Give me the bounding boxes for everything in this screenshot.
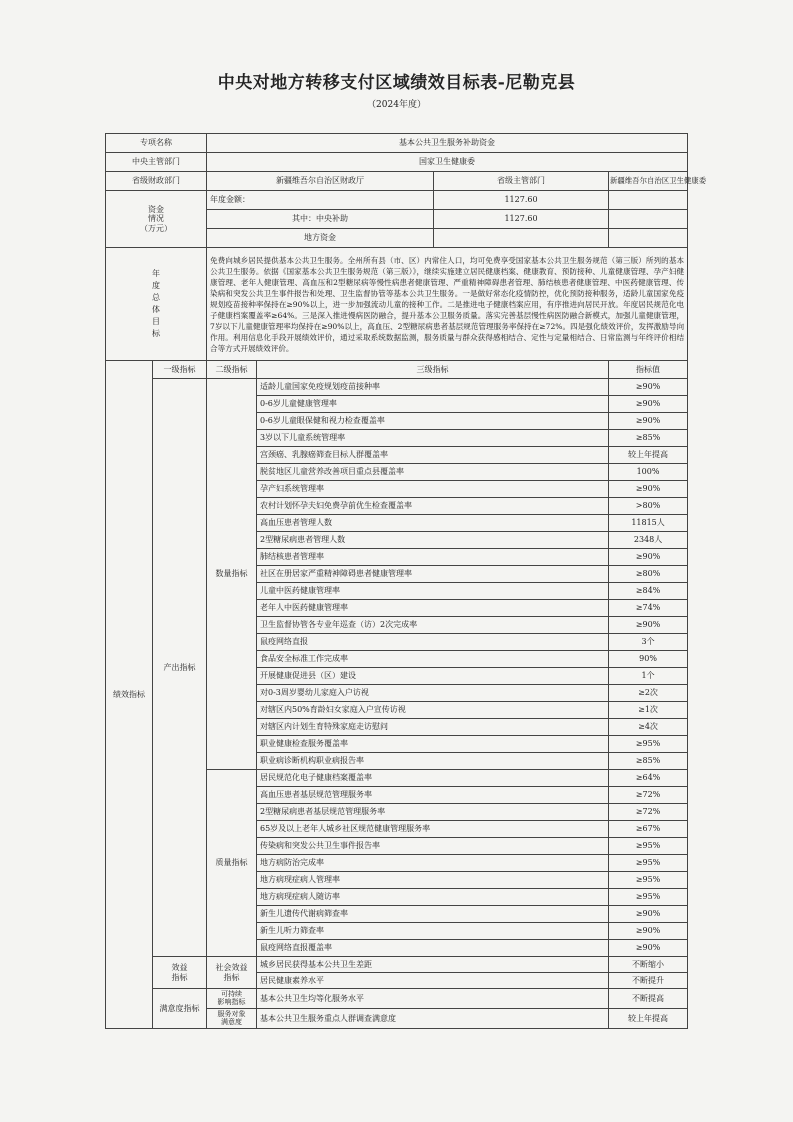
quality-indicator-value: ≥90% — [609, 923, 688, 940]
quantity-indicator-value: 100% — [609, 464, 688, 481]
quantity-indicator-value: >80% — [609, 498, 688, 515]
quantity-indicator-value: ≥90% — [609, 481, 688, 498]
quantity-indicator-value: ≥2次 — [609, 685, 688, 702]
quantity-indicator-name: 2型糖尿病患者管理人数 — [257, 532, 609, 549]
funds-label-line1: 资金 — [148, 205, 164, 215]
quality-indicator-value: ≥95% — [609, 889, 688, 906]
quantity-indicator-name: 0-6岁儿童健康管理率 — [257, 396, 609, 413]
quantity-indicator-name: 脱贫地区儿童营养改善项目重点县覆盖率 — [257, 464, 609, 481]
table-row — [106, 957, 688, 973]
benefit-label-line2: 指标 — [171, 972, 188, 982]
social-label-line1: 社会效益 — [215, 963, 248, 973]
sustain-label-line1: 可持续 — [221, 989, 242, 998]
quantity-indicator-value: 2348人 — [609, 532, 688, 549]
header-level1: 一级指标 — [153, 361, 207, 379]
quantity-indicator-value: ≥90% — [609, 549, 688, 566]
quantity-indicator-value: ≥90% — [609, 396, 688, 413]
quantity-indicator-name: 儿童中医药健康管理率 — [257, 583, 609, 600]
svc-label-line1: 服务对象 — [217, 1009, 246, 1018]
funds-label — [106, 191, 207, 248]
quality-indicator-name: 高血压患者基层规范管理服务率 — [257, 787, 609, 804]
quality-indicator-value: ≥95% — [609, 838, 688, 855]
quantity-indicator-name: 职业病诊断机构职业病报告率 — [257, 753, 609, 770]
quantity-indicator-value: ≥95% — [609, 736, 688, 753]
header-value: 指标值 — [609, 361, 688, 379]
quality-indicator-name: 新生儿听力筛查率 — [257, 923, 609, 940]
satisfaction-indicator-label: 满意度指标 — [153, 989, 207, 1029]
quantity-indicator-name: 高血压患者管理人数 — [257, 515, 609, 532]
quantity-indicator-name: 孕产妇系统管理率 — [257, 481, 609, 498]
quantity-indicator-value: ≥80% — [609, 566, 688, 583]
quantity-indicator-value: ≥90% — [609, 617, 688, 634]
sustain-indicator-name: 基本公共卫生均等化服务水平 — [257, 989, 609, 1009]
quantity-indicator-value: 1个 — [609, 668, 688, 685]
quantity-indicator-name: 食品安全标准工作完成率 — [257, 651, 609, 668]
social-indicator-name: 城乡居民获得基本公共卫生差距 — [257, 957, 609, 973]
central-subsidy-value: 1127.60 — [434, 210, 609, 229]
quantity-indicator-label: 数量指标 — [207, 379, 257, 770]
annual-amount-value: 1127.60 — [434, 191, 609, 210]
quantity-indicator-name: 0-6岁儿童眼保健和视力检查覆盖率 — [257, 413, 609, 430]
annual-goal-text: 免费向城乡居民提供基本公共卫生服务。全州所有县（市、区）内常住人口，均可免费享受国家基本公共卫生服务规范（第三版）所列的基本公共卫生服务。依据《国家基本公共卫生服务规范（第三版）》，继续实施建立居民健康档案、健康教育、预防接种、儿童健康管理、孕产妇健康管理、老年人健康管理、高血压和2型糖尿病等慢性病患者健康管理、严重精神障碍患者管理、肺结核患者健康管理、中医药健康管理、传染病和突发公共卫生事件报告和处理、卫生监督协管等基本公共卫生服务。一是做好常态化疫情防控，优化预防接种服务，适龄儿童国家免疫规划疫苗接种率保持在≥90%以上，进一步加强流动儿童的接种工作。二是推进电子健康档案应用，有序推进向居民开放。年度居民规范化电子健康档案覆盖率≥64%。三是深入推进慢病医防融合，提升基本公卫服务质量。落实完善基层慢性病医防融合新模式，加强儿童健康管理，7岁以下儿童健康管理率均保持在≥90%以上，高血压、2型糖尿病患者基层规范管理服务率保持在≥72%。四是强化绩效评价，发挥激励导向作用。利用信息化手段开展绩效评价，通过采取系统数据监测，服务质量与群众获得感相结合、定性与定量相结合、日常监测与年终评价相结合等方式开展绩效评价。 — [207, 248, 688, 361]
quality-indicator-value: ≥72% — [609, 804, 688, 821]
quality-indicator-name: 地方病防治完成率 — [257, 855, 609, 872]
quality-indicator-value: ≥95% — [609, 872, 688, 889]
quality-indicator-value: ≥90% — [609, 940, 688, 957]
quality-indicator-name: 地方病现症病人随访率 — [257, 889, 609, 906]
header-level2: 二级指标 — [207, 361, 257, 379]
prov-finance-label: 省级财政部门 — [106, 172, 207, 191]
annual-amount-label: 年度金额： — [207, 191, 434, 210]
quality-indicator-value: ≥64% — [609, 770, 688, 787]
quantity-indicator-value: ≥90% — [609, 413, 688, 430]
social-indicator-value: 不断缩小 — [609, 957, 688, 973]
service-object-satisfaction-label — [207, 1009, 257, 1029]
prov-dept-value: 新疆维吾尔自治区卫生健康委 — [609, 172, 688, 191]
table-row — [106, 379, 688, 396]
quality-indicator-name: 传染病和突发公共卫生事件报告率 — [257, 838, 609, 855]
annual-goal-label — [106, 248, 207, 361]
annual-amount-blank — [609, 191, 688, 210]
quality-indicator-name: 地方病现症病人管理率 — [257, 872, 609, 889]
quantity-indicator-name: 肺结核患者管理率 — [257, 549, 609, 566]
performance-target-table — [105, 133, 707, 1029]
central-dept-value: 国家卫生健康委 — [207, 153, 688, 172]
page-title: 中央对地方转移支付区域绩效目标表-尼勒克县 — [217, 73, 576, 93]
svc-indicator-name: 基本公共卫生服务重点人群调查满意度 — [257, 1009, 609, 1029]
social-indicator-name: 居民健康素养水平 — [257, 973, 609, 989]
quantity-indicator-value: ≥90% — [609, 379, 688, 396]
social-indicator-value: 不断提升 — [609, 973, 688, 989]
output-indicator-label: 产出指标 — [153, 379, 207, 957]
quantity-indicator-name: 适龄儿童国家免疫规划疫苗接种率 — [257, 379, 609, 396]
quantity-indicator-name: 职业健康检查服务覆盖率 — [257, 736, 609, 753]
quantity-indicator-name: 鼠疫网络直报 — [257, 634, 609, 651]
quality-indicator-value: ≥67% — [609, 821, 688, 838]
funds-label-line2: 情况 — [148, 214, 164, 224]
benefit-indicator-label — [153, 957, 207, 989]
prov-dept-label: 省级主管部门 — [434, 172, 609, 191]
quantity-indicator-name: 开展健康促进县（区）建设 — [257, 668, 609, 685]
quantity-indicator-value: ≥85% — [609, 430, 688, 447]
prov-finance-value: 新疆维吾尔自治区财政厅 — [207, 172, 434, 191]
local-funds-blank — [609, 229, 688, 248]
quantity-indicator-name: 宫颈癌、乳腺癌筛查目标人群覆盖率 — [257, 447, 609, 464]
quantity-indicator-name: 老年人中医药健康管理率 — [257, 600, 609, 617]
quality-indicator-name: 2型糖尿病患者基层规范管理服务率 — [257, 804, 609, 821]
local-funds-label: 地方资金 — [207, 229, 434, 248]
central-subsidy-blank — [609, 210, 688, 229]
quantity-indicator-name: 社区在册居家严重精神障碍患者健康管理率 — [257, 566, 609, 583]
quality-indicator-name: 居民规范化电子健康档案覆盖率 — [257, 770, 609, 787]
benefit-label-line1: 效益 — [171, 963, 188, 973]
quantity-indicator-name: 对辖区内50%育龄妇女家庭入户宣传访视 — [257, 702, 609, 719]
sustain-indicator-value: 不断提高 — [609, 989, 688, 1009]
central-subsidy-label: 其中：中央补助 — [207, 210, 434, 229]
social-benefit-label — [207, 957, 257, 989]
central-dept-label: 中央主管部门 — [106, 153, 207, 172]
quality-indicator-value: ≥72% — [609, 787, 688, 804]
quantity-indicator-name: 对辖区内计划生育特殊家庭走访慰问 — [257, 719, 609, 736]
quality-indicator-name: 65岁及以上老年人城乡社区规范健康管理服务率 — [257, 821, 609, 838]
funds-label-line3: （万元） — [140, 223, 172, 233]
quantity-indicator-value: ≥4次 — [609, 719, 688, 736]
quantity-indicator-value: 较上年提高 — [609, 447, 688, 464]
quantity-indicator-value: ≥74% — [609, 600, 688, 617]
project-name-value: 基本公共卫生服务补助资金 — [207, 134, 688, 153]
quality-indicator-name: 新生儿遗传代谢病筛查率 — [257, 906, 609, 923]
header-level3: 三级指标 — [257, 361, 609, 379]
annual-goal-label-text: 年度总体目标 — [152, 269, 160, 338]
table-row — [106, 989, 688, 1009]
quantity-indicator-value: 11815人 — [609, 515, 688, 532]
quality-indicator-name: 鼠疫网络直报覆盖率 — [257, 940, 609, 957]
quantity-indicator-name: 卫生监督协管各专业年巡查（访）2次完成率 — [257, 617, 609, 634]
quantity-indicator-value: ≥85% — [609, 753, 688, 770]
sustain-impact-label — [207, 989, 257, 1009]
quantity-indicator-value: 3个 — [609, 634, 688, 651]
quantity-indicator-name: 对0-3周岁婴幼儿家庭入户访视 — [257, 685, 609, 702]
page-subtitle-year: （2024年度） — [367, 100, 426, 110]
local-funds-value — [434, 229, 609, 248]
svc-label-line2: 满意度 — [221, 1017, 242, 1026]
svc-indicator-value: 较上年提高 — [609, 1009, 688, 1029]
perf-section-label: 绩效指标 — [106, 361, 153, 1029]
quality-indicator-label: 质量指标 — [207, 770, 257, 957]
quality-indicator-value: ≥95% — [609, 855, 688, 872]
quantity-indicator-value: ≥1次 — [609, 702, 688, 719]
quality-indicator-value: ≥90% — [609, 906, 688, 923]
sustain-label-line2: 影响指标 — [217, 997, 246, 1006]
quantity-indicator-name: 3岁以下儿童系统管理率 — [257, 430, 609, 447]
quantity-indicator-value: ≥84% — [609, 583, 688, 600]
project-name-label: 专项名称 — [106, 134, 207, 153]
quantity-indicator-value: 90% — [609, 651, 688, 668]
quantity-indicator-name: 农村计划怀孕夫妇免费孕前优生检查覆盖率 — [257, 498, 609, 515]
social-label-line2: 指标 — [223, 972, 240, 982]
